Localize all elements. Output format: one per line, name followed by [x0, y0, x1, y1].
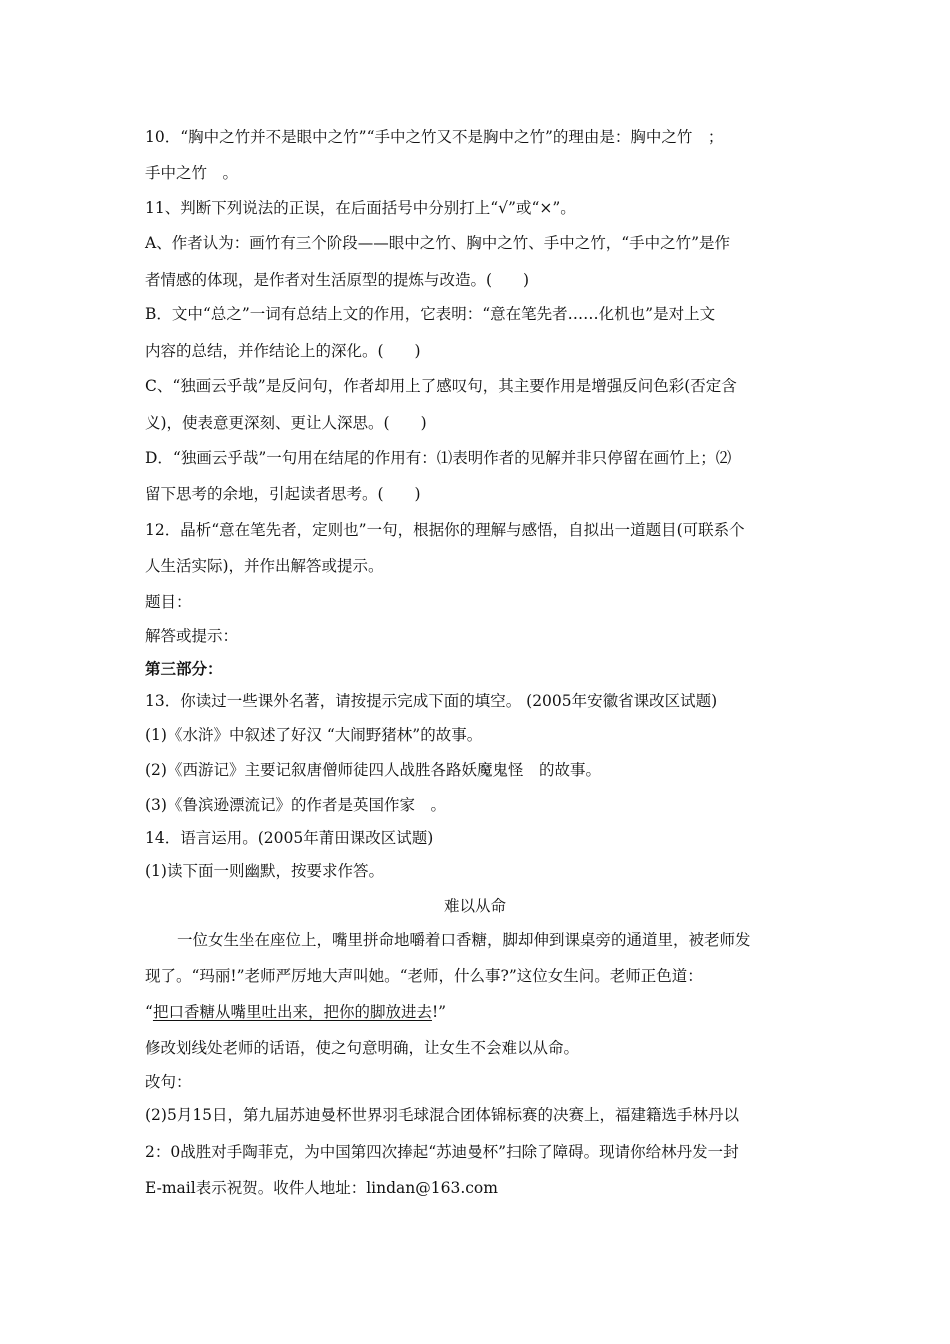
q14-part-2-line-2: 2：0战胜对手陶菲克，为中国第四次捧起“苏迪曼杯”扫除了障碍。现请你给林丹发一封	[145, 1143, 739, 1161]
q13-prompt: 13．你读过一些课外名著，请按提示完成下面的填空。 (2005年安徽省课改区试题)	[145, 692, 718, 710]
q14-revise-instruction: 修改划线处老师的话语，使之句意明确，让女生不会难以从命。	[145, 1039, 580, 1057]
q11-option-d-line-1: D．“独画云乎哉”一句用在结尾的作用有：⑴表明作者的见解并非只停留在画竹上；⑵	[145, 449, 732, 467]
passage-line-1: 一位女生坐在座位上，嘴里拼命地嚼着口香糖，脚却伸到课桌旁的通道里，被老师发	[177, 931, 751, 949]
passage-line-3	[145, 1002, 815, 1022]
quote-open: “	[145, 1003, 153, 1021]
q11-option-c-line-1: C、“独画云乎哉”是反问句，作者却用上了感叹句，其主要作用是增强反问色彩(否定含	[145, 377, 737, 395]
q13-item-2: (2)《西游记》主要记叙唐僧师徒四人战胜各路妖魔鬼怪 的故事。	[145, 761, 601, 779]
q11-option-d-line-2: 留下思考的余地，引起读者思考。( )	[145, 485, 421, 503]
q14-part-2-line-1: (2)5月15日，第九届苏迪曼杯世界羽毛球混合团体锦标赛的决赛上，福建籍选手林丹以	[145, 1106, 740, 1124]
underlined-teacher-speech: 把口香糖从嘴里吐出来，把你的脚放进去	[152, 1003, 432, 1021]
q12-answer-label: 解答或提示：	[145, 627, 239, 645]
revised-sentence-label: 改句：	[145, 1073, 192, 1091]
q12-line-1: 12．晶析“意在笔先者，定则也”一句，根据你的理解与感悟，自拟出一道题目(可联系个	[145, 521, 745, 539]
section-three-heading: 第三部分：	[145, 659, 223, 678]
q11-option-b-line-2: 内容的总结，并作结论上的深化。( )	[145, 342, 421, 360]
passage-title: 难以从命	[443, 897, 506, 915]
q11-option-c-line-2: 义)，使表意更深刻、更让人深思。( )	[145, 414, 427, 432]
q13-item-3: (3)《鲁滨逊漂流记》的作者是英国作家 。	[145, 796, 446, 814]
q11-option-b-line-1: B．文中“总之”一词有总结上文的作用，它表明：“意在笔先者……化机也”是对上文	[145, 305, 716, 323]
passage-line-2: 现了。“玛丽!”老师严厉地大声叫她。“老师，什么事?”这位女生问。老师正色道：	[145, 967, 703, 985]
q10-line-1: 10．“胸中之竹并不是眼中之竹”“手中之竹又不是胸中之竹”的理由是：胸中之竹 ；	[145, 128, 724, 146]
q12-title-label: 题目：	[145, 593, 192, 611]
q11-prompt: 11、判断下列说法的正误，在后面括号中分别打上“√”或“×”。	[145, 199, 576, 217]
q11-option-a-line-2: 者情感的体现，是作者对生活原型的提炼与改造。( )	[145, 271, 530, 289]
q11-option-a-line-1: A、作者认为：画竹有三个阶段——眼中之竹、胸中之竹、手中之竹，“手中之竹”是作	[145, 234, 731, 252]
q14-part-2-line-3: E-mail表示祝贺。收件人地址：lindan@163.com	[145, 1179, 498, 1197]
q13-item-1: (1)《水浒》中叙述了好汉 “大闹野猪林”的故事。	[145, 726, 483, 744]
quote-close: !”	[431, 1003, 447, 1021]
q14-prompt: 14．语言运用。(2005年莆田课改区试题)	[145, 829, 434, 847]
q10-line-2: 手中之竹 。	[145, 164, 239, 182]
q14-part-1-prompt: (1)读下面一则幽默，按要求作答。	[145, 862, 384, 880]
q12-line-2: 人生活实际)，并作出解答或提示。	[145, 557, 384, 575]
